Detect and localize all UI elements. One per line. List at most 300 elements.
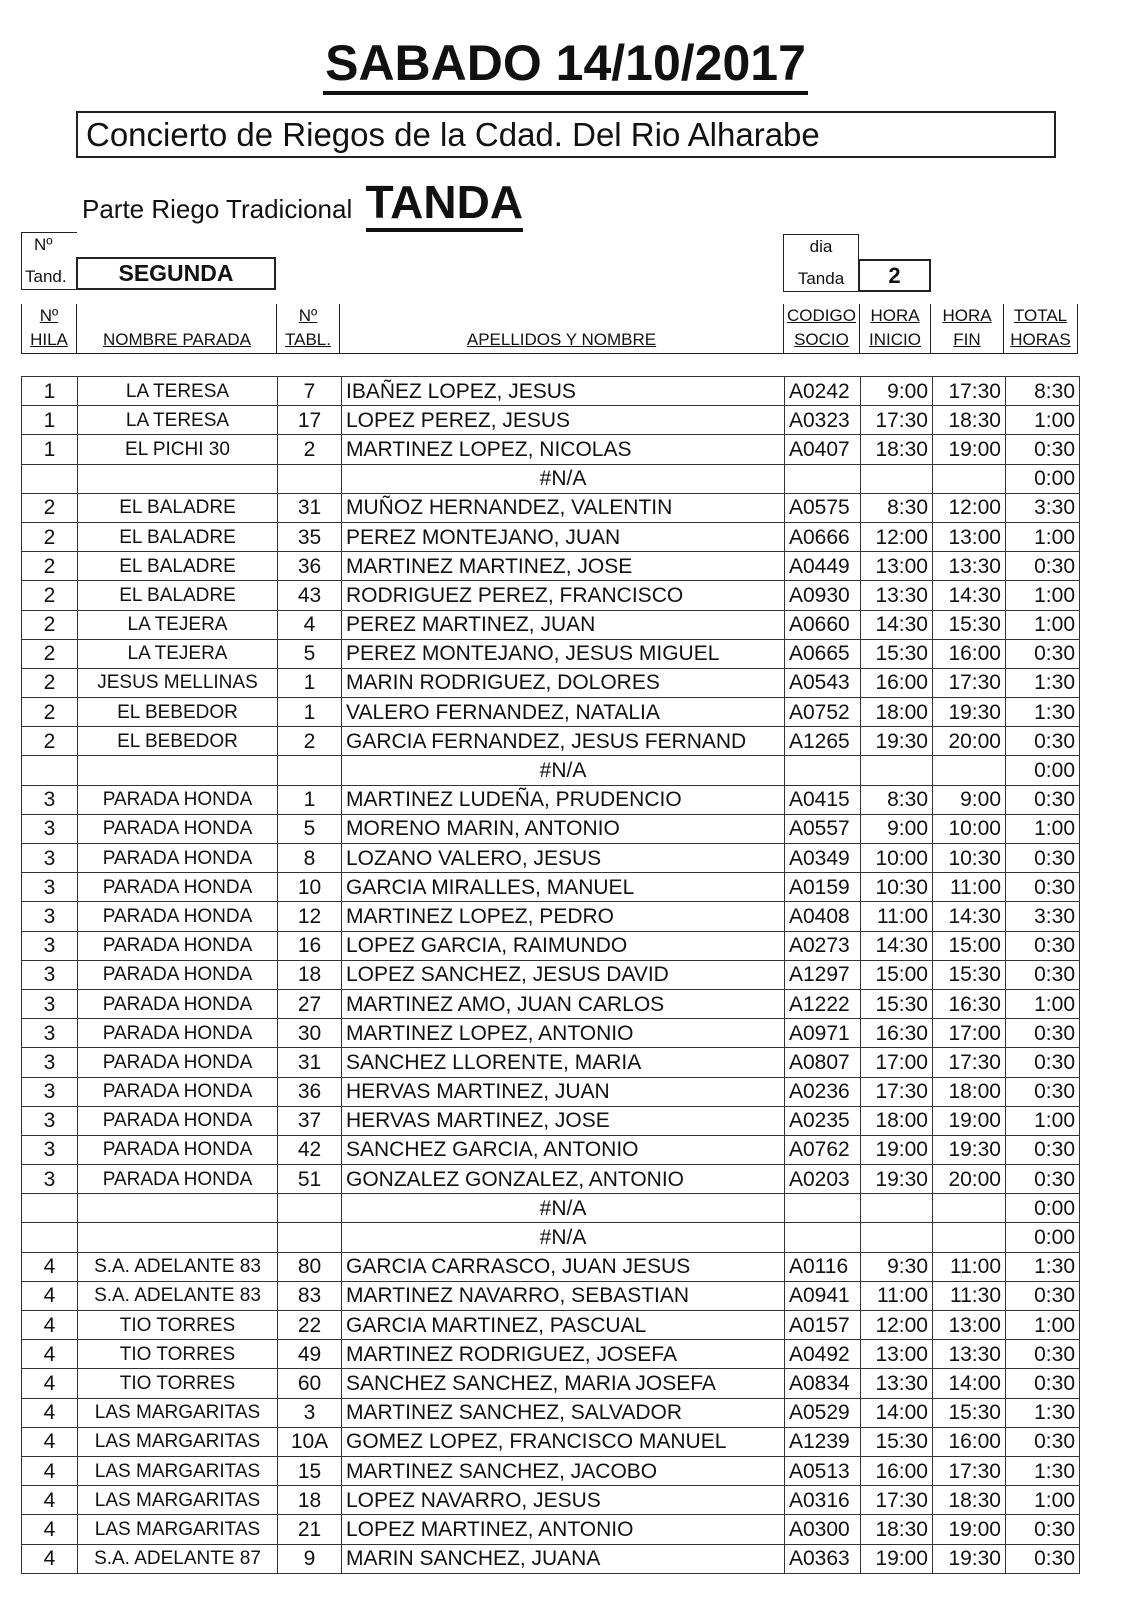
fin-cell: 11:00 [933, 1252, 1006, 1281]
hila-cell: 2 [22, 727, 78, 756]
inicio-cell: 10:30 [861, 873, 933, 902]
hila-cell: 2 [22, 698, 78, 727]
total-cell: 0:00 [1006, 756, 1080, 785]
total-cell: 0:00 [1006, 464, 1080, 493]
tabl-cell: 10A [278, 1427, 342, 1456]
fin-cell [933, 1194, 1006, 1223]
tabl-cell: 16 [278, 931, 342, 960]
fin-cell: 17:00 [933, 1019, 1006, 1048]
fin-cell: 20:00 [933, 1165, 1006, 1194]
hila-cell: 3 [22, 1019, 78, 1048]
total-cell: 1:00 [1006, 1486, 1080, 1515]
hila-cell: 1 [22, 406, 78, 435]
fin-cell: 15:30 [933, 610, 1006, 639]
codigo-cell: A0930 [785, 581, 861, 610]
nombre-cell: MARIN SANCHEZ, JUANA [342, 1544, 785, 1573]
parte-text: Parte Riego Tradicional [82, 194, 353, 224]
inicio-cell: 10:00 [861, 844, 933, 873]
table-row [22, 1252, 1080, 1281]
hila-cell: 2 [22, 639, 78, 668]
codigo-cell: A1297 [785, 960, 861, 989]
inicio-cell: 17:30 [861, 406, 933, 435]
tabl-cell: 36 [278, 552, 342, 581]
inicio-cell: 9:00 [861, 814, 933, 843]
header-hila-line2: HILA [30, 330, 68, 349]
tabl-cell: 18 [278, 1486, 342, 1515]
table-row [22, 639, 1080, 668]
header-codigo [783, 304, 859, 354]
parada-cell: LAS MARGARITAS [78, 1486, 278, 1515]
header-fin-line2: FIN [953, 330, 981, 349]
tabl-cell [278, 756, 342, 785]
tabl-cell: 1 [278, 698, 342, 727]
total-cell: 0:00 [1006, 1194, 1080, 1223]
nombre-cell: GOMEZ LOPEZ, FRANCISCO MANUEL [342, 1427, 785, 1456]
parada-cell: PARADA HONDA [78, 1165, 278, 1194]
fin-cell: 11:30 [933, 1281, 1006, 1310]
parada-cell: PARADA HONDA [78, 902, 278, 931]
nombre-cell: LOZANO VALERO, JESUS [342, 844, 785, 873]
hila-cell: 4 [22, 1544, 78, 1573]
table-row [22, 522, 1080, 551]
inicio-cell: 12:00 [861, 522, 933, 551]
inicio-cell: 14:00 [861, 1398, 933, 1427]
fin-cell: 15:30 [933, 1398, 1006, 1427]
parada-cell: TIO TORRES [78, 1369, 278, 1398]
table-row [22, 1106, 1080, 1135]
total-cell: 0:30 [1006, 1019, 1080, 1048]
parada-cell: S.A. ADELANTE 87 [78, 1544, 278, 1573]
header-hila [21, 304, 77, 354]
parada-cell: EL BEBEDOR [78, 698, 278, 727]
table-row [22, 1281, 1080, 1310]
total-cell: 3:30 [1006, 493, 1080, 522]
total-cell: 0:30 [1006, 1077, 1080, 1106]
tabl-cell: 49 [278, 1340, 342, 1369]
parada-cell: S.A. ADELANTE 83 [78, 1281, 278, 1310]
parada-cell: PARADA HONDA [78, 1135, 278, 1164]
header-inicio-line2: INICIO [869, 330, 921, 349]
table-row [22, 406, 1080, 435]
inicio-cell: 17:30 [861, 1077, 933, 1106]
hila-cell: 4 [22, 1427, 78, 1456]
codigo-cell: A0236 [785, 1077, 861, 1106]
codigo-cell: A1222 [785, 989, 861, 1018]
table-row [22, 1019, 1080, 1048]
tabl-cell: 22 [278, 1311, 342, 1340]
inicio-cell: 15:30 [861, 1427, 933, 1456]
total-cell: 0:30 [1006, 1369, 1080, 1398]
inicio-cell: 12:00 [861, 1311, 933, 1340]
total-cell: 1:00 [1006, 581, 1080, 610]
total-cell: 1:30 [1006, 1456, 1080, 1485]
header-parada-label: NOMBRE PARADA [103, 330, 251, 349]
header-codigo-line1: CODIGO [787, 306, 856, 325]
table-row [22, 668, 1080, 697]
nombre-cell: SANCHEZ LLORENTE, MARIA [342, 1048, 785, 1077]
hila-cell: 2 [22, 610, 78, 639]
header-inicio-line1: HORA [870, 306, 920, 325]
total-cell: 0:30 [1006, 931, 1080, 960]
parada-cell: LA TEJERA [78, 610, 278, 639]
hila-cell: 4 [22, 1456, 78, 1485]
table-row [22, 1223, 1080, 1252]
table-row [22, 960, 1080, 989]
codigo-cell: A0316 [785, 1486, 861, 1515]
codigo-cell: A0408 [785, 902, 861, 931]
codigo-cell: A0159 [785, 873, 861, 902]
parada-cell: PARADA HONDA [78, 785, 278, 814]
fin-cell: 15:00 [933, 931, 1006, 960]
fin-cell [933, 1223, 1006, 1252]
nombre-cell: #N/A [342, 1194, 785, 1223]
inicio-cell: 14:30 [861, 931, 933, 960]
table-row [22, 493, 1080, 522]
total-cell: 3:30 [1006, 902, 1080, 931]
fin-cell: 14:30 [933, 581, 1006, 610]
hila-cell: 4 [22, 1515, 78, 1544]
table-row [22, 698, 1080, 727]
header-nombre-label: APELLIDOS Y NOMBRE [466, 330, 657, 349]
codigo-cell: A0492 [785, 1340, 861, 1369]
codigo-cell: A0807 [785, 1048, 861, 1077]
inicio-cell: 9:30 [861, 1252, 933, 1281]
tabl-cell: 43 [278, 581, 342, 610]
hila-cell [22, 1223, 78, 1252]
parada-cell: PARADA HONDA [78, 989, 278, 1018]
tabl-cell: 31 [278, 1048, 342, 1077]
hila-cell: 2 [22, 552, 78, 581]
parada-cell: EL BALADRE [78, 522, 278, 551]
table-row [22, 1515, 1080, 1544]
inicio-cell: 8:30 [861, 493, 933, 522]
table-row [22, 581, 1080, 610]
hila-cell: 3 [22, 1165, 78, 1194]
header-total [1004, 304, 1078, 354]
parada-cell: PARADA HONDA [78, 844, 278, 873]
table-row [22, 1165, 1080, 1194]
parada-cell [78, 1223, 278, 1252]
fin-cell: 12:00 [933, 493, 1006, 522]
nombre-cell: LOPEZ SANCHEZ, JESUS DAVID [342, 960, 785, 989]
total-cell: 0:30 [1006, 552, 1080, 581]
tabl-cell: 37 [278, 1106, 342, 1135]
tabl-cell: 17 [278, 406, 342, 435]
nombre-cell: MARTINEZ NAVARRO, SEBASTIAN [342, 1281, 785, 1310]
fin-cell: 16:30 [933, 989, 1006, 1018]
total-cell: 1:00 [1006, 610, 1080, 639]
nombre-cell: MARTINEZ SANCHEZ, SALVADOR [342, 1398, 785, 1427]
fin-cell: 20:00 [933, 727, 1006, 756]
parte-heading [82, 172, 523, 239]
total-cell: 0:30 [1006, 435, 1080, 464]
nombre-cell: GONZALEZ GONZALEZ, ANTONIO [342, 1165, 785, 1194]
tabl-cell: 4 [278, 610, 342, 639]
parada-cell: EL BALADRE [78, 493, 278, 522]
nombre-cell: LOPEZ MARTINEZ, ANTONIO [342, 1515, 785, 1544]
codigo-cell: A0407 [785, 435, 861, 464]
inicio-cell: 14:30 [861, 610, 933, 639]
fin-cell: 14:30 [933, 902, 1006, 931]
fin-cell: 17:30 [933, 1456, 1006, 1485]
tabl-cell [278, 464, 342, 493]
total-cell: 0:30 [1006, 1515, 1080, 1544]
nombre-cell: LOPEZ PEREZ, JESUS [342, 406, 785, 435]
header-fin-line1: HORA [942, 306, 992, 325]
table-row [22, 377, 1080, 406]
tabl-cell [278, 1194, 342, 1223]
codigo-cell: A0666 [785, 522, 861, 551]
hila-cell: 2 [22, 493, 78, 522]
table-row [22, 727, 1080, 756]
fin-cell: 9:00 [933, 785, 1006, 814]
nombre-cell: SANCHEZ GARCIA, ANTONIO [342, 1135, 785, 1164]
header-inicio [859, 304, 931, 354]
parada-cell: EL BALADRE [78, 581, 278, 610]
codigo-cell: A0834 [785, 1369, 861, 1398]
fin-cell: 10:00 [933, 814, 1006, 843]
codigo-cell: A0513 [785, 1456, 861, 1485]
header-tabl-line2: TABL. [285, 330, 331, 349]
inicio-cell: 19:00 [861, 1135, 933, 1164]
fin-cell: 14:00 [933, 1369, 1006, 1398]
tabl-cell: 5 [278, 639, 342, 668]
tabl-cell: 80 [278, 1252, 342, 1281]
total-cell: 0:30 [1006, 1340, 1080, 1369]
hila-cell: 3 [22, 902, 78, 931]
tabl-cell: 1 [278, 668, 342, 697]
inicio-cell: 13:30 [861, 581, 933, 610]
total-cell: 1:30 [1006, 1398, 1080, 1427]
inicio-cell: 18:00 [861, 698, 933, 727]
inicio-cell: 9:00 [861, 377, 933, 406]
codigo-cell: A0273 [785, 931, 861, 960]
total-cell: 0:30 [1006, 1048, 1080, 1077]
codigo-cell: A0941 [785, 1281, 861, 1310]
header-total-line2: HORAS [1010, 330, 1071, 349]
tabl-cell: 36 [278, 1077, 342, 1106]
nombre-cell: #N/A [342, 464, 785, 493]
hila-cell [22, 464, 78, 493]
codigo-cell: A0660 [785, 610, 861, 639]
inicio-cell: 16:30 [861, 1019, 933, 1048]
fin-cell: 18:00 [933, 1077, 1006, 1106]
hila-cell: 3 [22, 931, 78, 960]
codigo-cell [785, 756, 861, 785]
nombre-cell: MARTINEZ AMO, JUAN CARLOS [342, 989, 785, 1018]
codigo-cell: A0203 [785, 1165, 861, 1194]
total-cell: 1:30 [1006, 668, 1080, 697]
header-tabl [276, 304, 340, 354]
codigo-cell: A0363 [785, 1544, 861, 1573]
inicio-cell: 18:30 [861, 435, 933, 464]
hila-cell: 4 [22, 1252, 78, 1281]
total-cell: 1:00 [1006, 1106, 1080, 1135]
hila-cell: 3 [22, 960, 78, 989]
hila-cell: 3 [22, 814, 78, 843]
table-row [22, 756, 1080, 785]
total-cell: 0:30 [1006, 1281, 1080, 1310]
table-row [22, 464, 1080, 493]
nombre-cell: VALERO FERNANDEZ, NATALIA [342, 698, 785, 727]
hila-cell: 4 [22, 1486, 78, 1515]
total-cell: 0:30 [1006, 873, 1080, 902]
nombre-cell: LOPEZ GARCIA, RAIMUNDO [342, 931, 785, 960]
tabl-cell: 10 [278, 873, 342, 902]
parada-cell: LA TERESA [78, 406, 278, 435]
parada-cell: PARADA HONDA [78, 1048, 278, 1077]
tabl-cell: 3 [278, 1398, 342, 1427]
dia-tanda-label [783, 234, 859, 292]
parada-cell: TIO TORRES [78, 1311, 278, 1340]
codigo-cell: A0349 [785, 844, 861, 873]
parada-cell: PARADA HONDA [78, 873, 278, 902]
table-row [22, 989, 1080, 1018]
total-cell: 8:30 [1006, 377, 1080, 406]
table-row [22, 1135, 1080, 1164]
table-row [22, 1311, 1080, 1340]
tabl-cell: 9 [278, 1544, 342, 1573]
hila-cell: 1 [22, 377, 78, 406]
nombre-cell: RODRIGUEZ PEREZ, FRANCISCO [342, 581, 785, 610]
fin-cell: 17:30 [933, 377, 1006, 406]
total-cell: 0:30 [1006, 960, 1080, 989]
fin-cell: 16:00 [933, 639, 1006, 668]
codigo-cell: A0157 [785, 1311, 861, 1340]
nombre-cell: MARTINEZ RODRIGUEZ, JOSEFA [342, 1340, 785, 1369]
table-row [22, 1340, 1080, 1369]
table-row [22, 1369, 1080, 1398]
table-row [22, 435, 1080, 464]
nombre-cell: GARCIA MIRALLES, MANUEL [342, 873, 785, 902]
inicio-cell [861, 756, 933, 785]
tabl-cell: 7 [278, 377, 342, 406]
header-codigo-line2: SOCIO [794, 330, 849, 349]
fin-cell: 19:00 [933, 435, 1006, 464]
parada-cell: LA TERESA [78, 377, 278, 406]
parada-cell: PARADA HONDA [78, 814, 278, 843]
codigo-cell: A1265 [785, 727, 861, 756]
fin-cell: 13:30 [933, 552, 1006, 581]
nombre-cell: MARTINEZ LOPEZ, ANTONIO [342, 1019, 785, 1048]
fin-cell: 18:30 [933, 1486, 1006, 1515]
parada-cell: LAS MARGARITAS [78, 1515, 278, 1544]
codigo-cell: A1239 [785, 1427, 861, 1456]
inicio-cell: 13:00 [861, 1340, 933, 1369]
parada-cell: LAS MARGARITAS [78, 1398, 278, 1427]
tabl-cell: 18 [278, 960, 342, 989]
tabl-cell: 5 [278, 814, 342, 843]
nombre-cell: LOPEZ NAVARRO, JESUS [342, 1486, 785, 1515]
hila-cell: 3 [22, 989, 78, 1018]
header-nombre [340, 304, 783, 354]
tabl-cell: 12 [278, 902, 342, 931]
tanda-label-line2: Tand. [25, 267, 67, 286]
inicio-cell [861, 1223, 933, 1252]
total-cell: 1:00 [1006, 1311, 1080, 1340]
total-cell: 0:30 [1006, 1427, 1080, 1456]
document-title [0, 34, 1131, 92]
table-row [22, 552, 1080, 581]
inicio-cell: 19:00 [861, 1544, 933, 1573]
hila-cell: 3 [22, 1106, 78, 1135]
header-fin [931, 304, 1004, 354]
inicio-cell: 11:00 [861, 902, 933, 931]
hila-cell: 3 [22, 844, 78, 873]
fin-cell: 19:00 [933, 1106, 1006, 1135]
inicio-cell [861, 464, 933, 493]
codigo-cell: A0575 [785, 493, 861, 522]
inicio-cell: 15:30 [861, 989, 933, 1018]
inicio-cell: 11:00 [861, 1281, 933, 1310]
parada-cell [78, 756, 278, 785]
total-cell: 1:00 [1006, 522, 1080, 551]
total-cell: 1:00 [1006, 989, 1080, 1018]
codigo-cell: A0415 [785, 785, 861, 814]
table-header [0, 304, 1131, 354]
nombre-cell: PEREZ MARTINEZ, JUAN [342, 610, 785, 639]
fin-cell [933, 464, 1006, 493]
codigo-cell [785, 1223, 861, 1252]
parada-cell: PARADA HONDA [78, 931, 278, 960]
hila-cell: 3 [22, 1077, 78, 1106]
header-tabl-line1: Nº [298, 306, 318, 325]
fin-cell: 13:00 [933, 1311, 1006, 1340]
inicio-cell: 13:00 [861, 552, 933, 581]
fin-cell: 19:30 [933, 1544, 1006, 1573]
nombre-cell: #N/A [342, 1223, 785, 1252]
codigo-cell: A0971 [785, 1019, 861, 1048]
codigo-cell: A0762 [785, 1135, 861, 1164]
table-row [22, 1077, 1080, 1106]
hila-cell: 4 [22, 1281, 78, 1310]
parada-cell: PARADA HONDA [78, 1019, 278, 1048]
inicio-cell: 18:30 [861, 1515, 933, 1544]
inicio-cell: 16:00 [861, 668, 933, 697]
inicio-cell: 19:30 [861, 727, 933, 756]
codigo-cell: A0557 [785, 814, 861, 843]
nombre-cell: MARTINEZ SANCHEZ, JACOBO [342, 1456, 785, 1485]
codigo-cell: A0242 [785, 377, 861, 406]
codigo-cell: A0529 [785, 1398, 861, 1427]
riego-table [21, 376, 1080, 1574]
nombre-cell: MARTINEZ LOPEZ, NICOLAS [342, 435, 785, 464]
total-cell: 0:30 [1006, 785, 1080, 814]
hila-cell: 3 [22, 1048, 78, 1077]
codigo-cell [785, 464, 861, 493]
nombre-cell: MARTINEZ LUDEÑA, PRUDENCIO [342, 785, 785, 814]
codigo-cell: A0449 [785, 552, 861, 581]
parada-cell: LAS MARGARITAS [78, 1427, 278, 1456]
tabl-cell: 31 [278, 493, 342, 522]
nombre-cell: MORENO MARIN, ANTONIO [342, 814, 785, 843]
dia-tanda-value: 2 [858, 259, 931, 292]
tabl-cell: 15 [278, 1456, 342, 1485]
hila-cell: 4 [22, 1311, 78, 1340]
table-row [22, 1194, 1080, 1223]
table-row [22, 1427, 1080, 1456]
codigo-cell: A0235 [785, 1106, 861, 1135]
fin-cell: 15:30 [933, 960, 1006, 989]
total-cell: 1:30 [1006, 1252, 1080, 1281]
fin-cell: 13:00 [933, 522, 1006, 551]
table-row [22, 931, 1080, 960]
fin-cell: 16:00 [933, 1427, 1006, 1456]
table-row [22, 902, 1080, 931]
subtitle-box: Concierto de Riegos de la Cdad. Del Rio Alharabe [76, 111, 1056, 158]
total-cell: 0:30 [1006, 1135, 1080, 1164]
hila-cell: 1 [22, 435, 78, 464]
